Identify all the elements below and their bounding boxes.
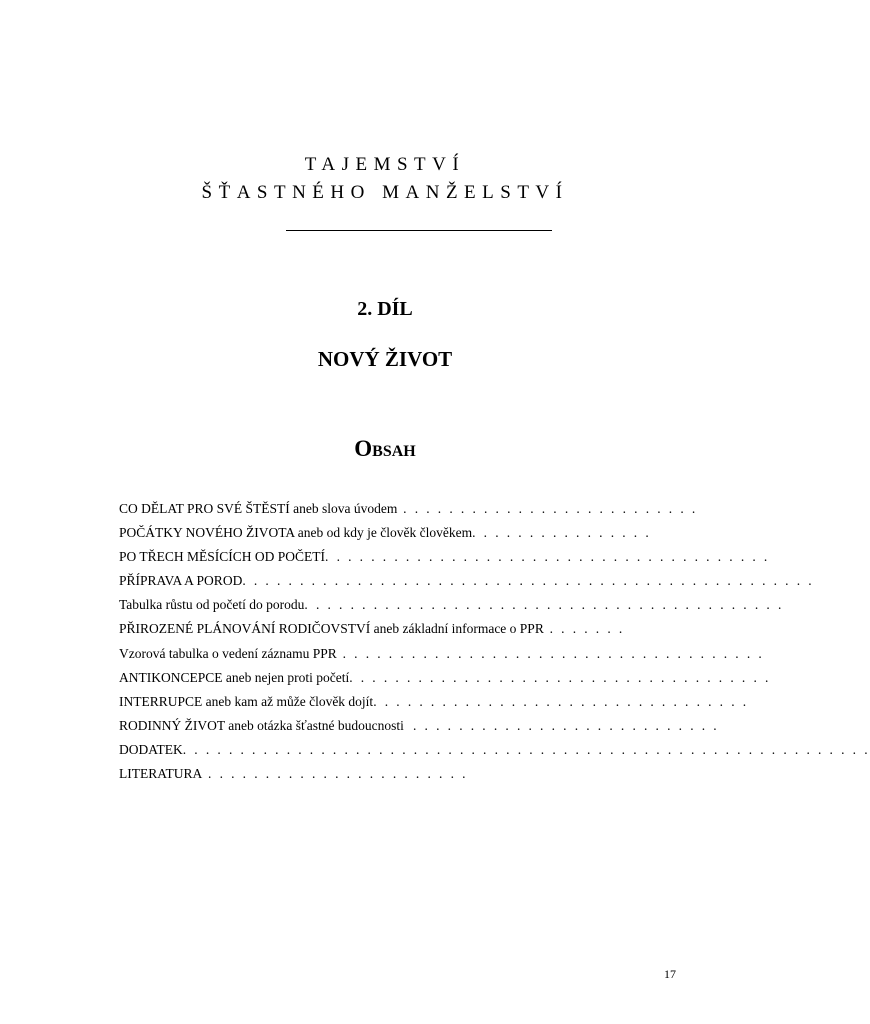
page-number: 17 xyxy=(664,967,676,981)
toc-entry-text: ANTIKONCEPCE aneb nejen proti početí xyxy=(119,669,350,685)
toc-entry-leader: . . . . . . . . . . . . . . . . . . . . . . . . . . . . . . . . . . . . . xyxy=(349,669,771,685)
toc-entry-leader: . . . . . . . xyxy=(543,621,625,637)
toc-entry xyxy=(119,690,749,714)
part-subtitle: NOVÝ ŽIVOT xyxy=(317,347,453,371)
toc-entry-text: Vzorová tabulka o vedení záznamu PPR xyxy=(119,645,337,661)
toc-entry-text: RODINNÝ ŽIVOT aneb otázka šťastné budoucnosti xyxy=(119,717,408,733)
title-underline xyxy=(286,230,552,231)
toc-entry xyxy=(119,617,667,641)
toc-entry xyxy=(119,738,870,762)
toc-entry xyxy=(119,593,784,617)
toc-entry-leader: . . . . . . . . . . . . . . . . . . . . . . . . . . . . . . . . . . . . . . . xyxy=(325,549,770,565)
toc-entry xyxy=(119,545,770,569)
toc-entry-leader: . . . . . . . . . . . . . . . . . . . . . . . . . . . . . . . . . . . . . . . . . . . . . . . . . . . . . . . . . . . . xyxy=(182,741,870,757)
toc-entry-text: INTERRUPCE aneb kam až může člověk dojít xyxy=(119,693,374,709)
toc-entry-text: PŘÍPRAVA A POROD xyxy=(119,573,243,589)
toc-entry-leader: . . . . . . . . . . . . . . . . . . . . . . . . . . . xyxy=(407,717,720,733)
toc-entry xyxy=(119,569,815,593)
toc-entry xyxy=(119,714,720,738)
toc-entry xyxy=(119,762,667,786)
toc-entry-leader: . . . . . . . . . . . . . . . . . . . . . . . . . . . . . . . . . . . . . . . . . . . . . . . . . . xyxy=(242,573,815,589)
toc-entry-leader: . . . . . . . . . . . . . . . . . . . . . . . . . . xyxy=(397,501,698,516)
toc-entry-text: Tabulka růstu od početí do porodu xyxy=(119,597,305,613)
toc-entry-text: DODATEK xyxy=(119,741,183,757)
toc-heading: Obsah xyxy=(354,436,416,461)
part-heading: 2. DÍL xyxy=(357,298,413,320)
toc-entry-leader: . . . . . . . . . . . . . . . . xyxy=(472,525,652,541)
toc-entry xyxy=(119,642,765,666)
toc-entry-text: POČÁTKY NOVÉHO ŽIVOTA aneb od kdy je člověk člověkem xyxy=(119,525,473,541)
toc-entry-text: PO TŘECH MĚSÍCÍCH OD POČETÍ xyxy=(119,549,326,565)
toc-entry-text: CO DĚLAT PRO SVÉ ŠTĚSTÍ aneb slova úvodem xyxy=(119,501,398,516)
toc-entry xyxy=(119,521,667,545)
toc-entry-leader: . . . . . . . . . . . . . . . . . . . . . . . . . . . . . . . . . . . . . . . . . . xyxy=(304,597,784,613)
table-of-contents xyxy=(119,497,870,786)
book-title-line-2: ŠŤASTNÉHO MANŽELSTVÍ xyxy=(201,182,569,203)
toc-entry-text: LITERATURA xyxy=(119,766,203,782)
toc-entry-leader: . . . . . . . . . . . . . . . . . . . . . . . xyxy=(202,766,468,782)
toc-entry-leader: . . . . . . . . . . . . . . . . . . . . . . . . . . . . . . . . . xyxy=(373,693,749,709)
toc-entry-text: PŘIROZENÉ PLÁNOVÁNÍ RODIČOVSTVÍ aneb základní informace o PPR xyxy=(119,621,544,637)
toc-entry xyxy=(119,497,698,521)
book-title-line-1: TAJEMSTVÍ xyxy=(304,154,466,175)
toc-entry xyxy=(119,666,771,690)
toc-entry-leader: . . . . . . . . . . . . . . . . . . . . . . . . . . . . . . . . . . . . . xyxy=(336,645,765,661)
